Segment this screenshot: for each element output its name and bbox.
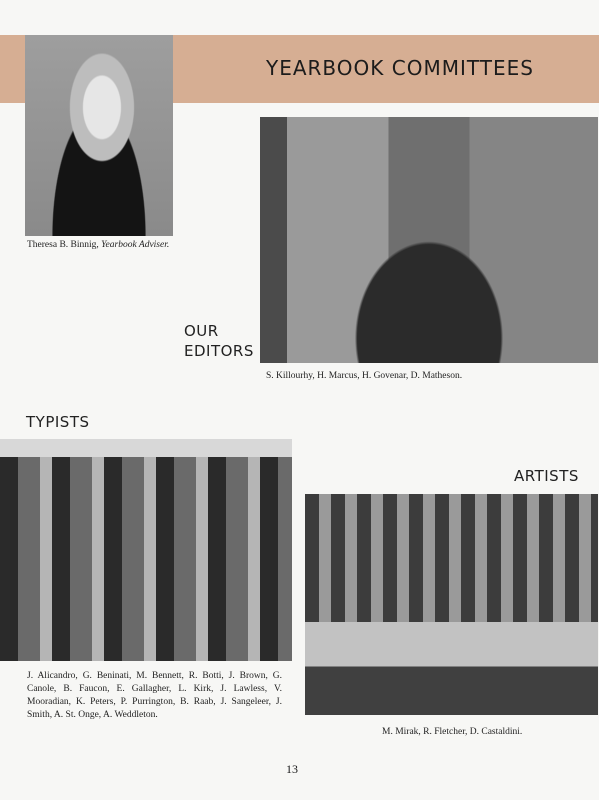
typists-photo: [0, 439, 292, 661]
artists-heading: ARTISTS: [514, 467, 579, 485]
page-number: 13: [286, 762, 298, 776]
adviser-role: Yearbook Adviser.: [101, 240, 170, 250]
adviser-name: Theresa B. Binnig,: [27, 240, 99, 250]
typists-caption: J. Alicandro, G. Beninati, M. Bennett, R. Botti, J. Brown, G. Canole, B. Faucon, E. Gallagher, L. Kirk, J. Lawless, V. Mooradian, K. Peters, P. Purrington, B. Raab, J. Sangeleer, J. Smith, A. St. Onge, A. Weddleton.: [27, 671, 282, 720]
adviser-caption: [27, 239, 169, 252]
editors-heading-line1: OUR: [184, 322, 219, 340]
artists-photo: [305, 494, 598, 715]
page-title: YEARBOOK COMMITTEES: [266, 56, 534, 80]
editors-photo: [260, 117, 598, 363]
adviser-photo: [25, 35, 173, 236]
editors-heading-line2: EDITORS: [184, 342, 254, 360]
artists-caption: M. Mirak, R. Fletcher, D. Castaldini.: [382, 727, 523, 737]
editors-caption: S. Killourhy, H. Marcus, H. Govenar, D. Matheson.: [266, 371, 463, 381]
typists-heading: TYPISTS: [26, 413, 90, 431]
